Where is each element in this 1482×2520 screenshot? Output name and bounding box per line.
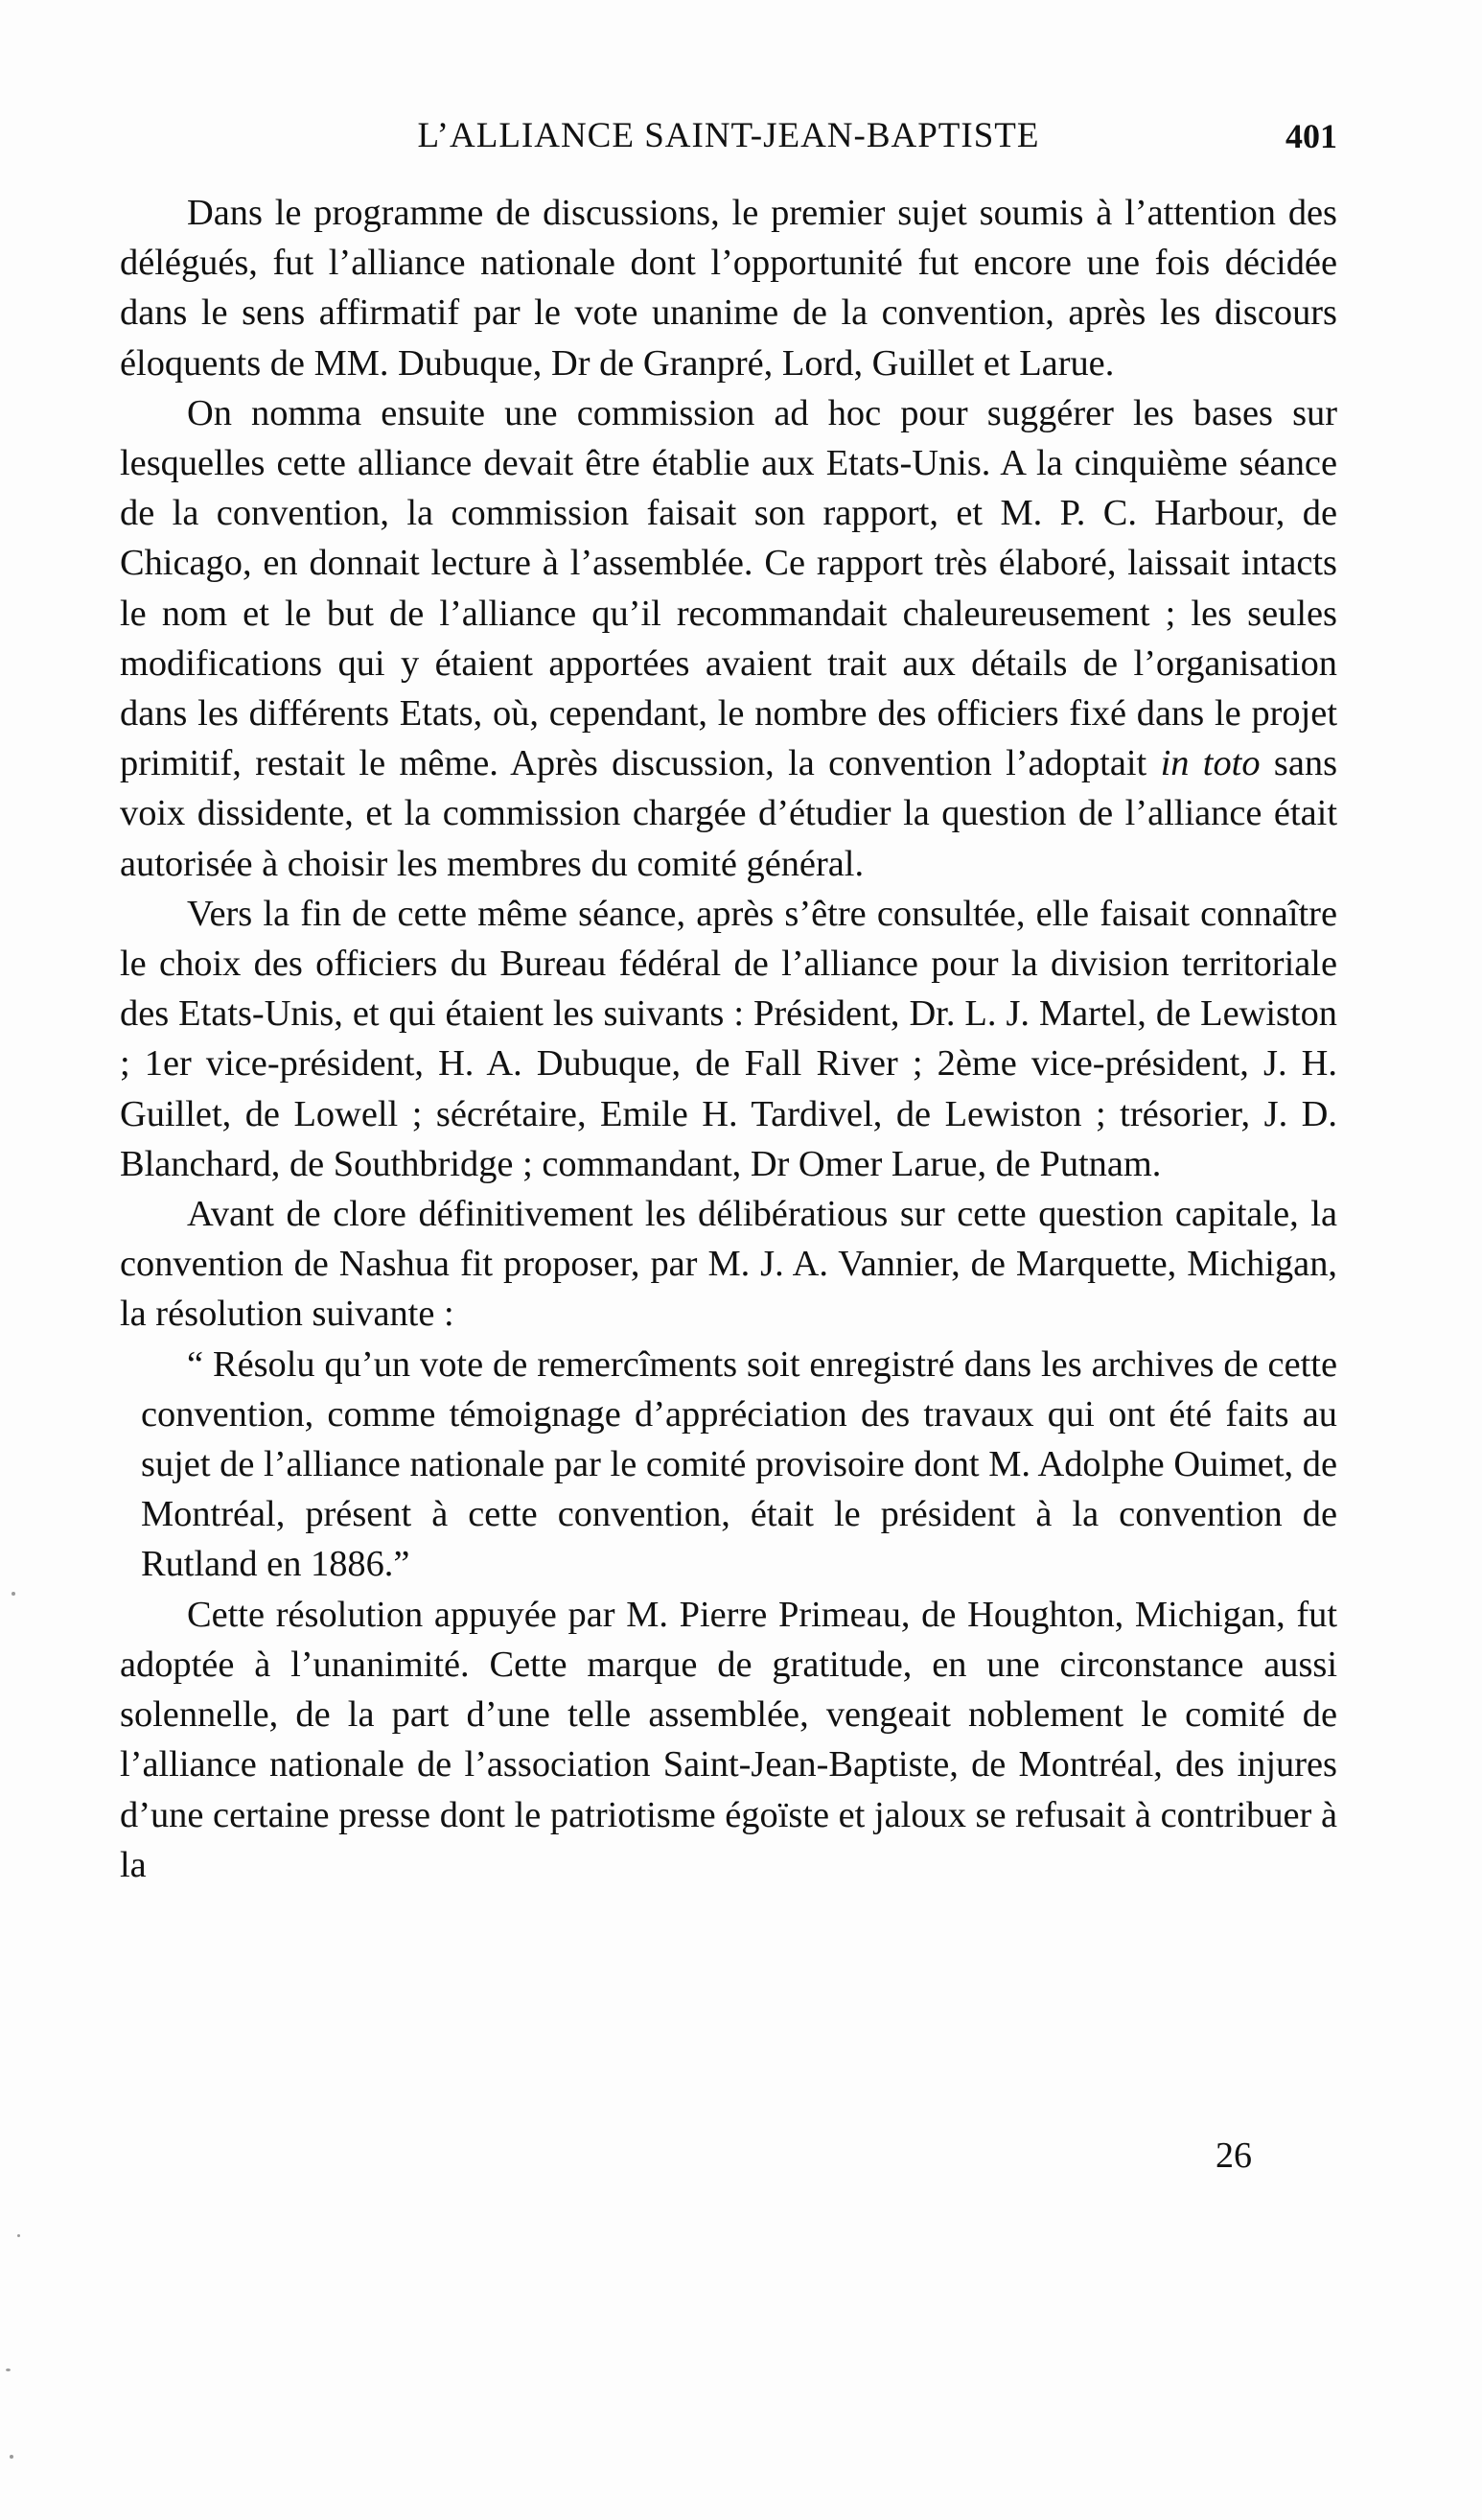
scan-speck <box>17 2234 20 2237</box>
running-title: L’ALLIANCE SAINT-JEAN-BAPTISTE <box>417 116 1040 155</box>
scan-speck <box>6 2368 11 2371</box>
paragraph: Dans le programme de discussions, le premier sujet soumis à l’attention des délégués, fut l’alliance nationale dont l’opportunité fut encore une fois décidée dans le sens affirmatif par le vote unanime de la convention, après les discours éloquents de MM. Dubuque, Dr de Granpré, Lord, Guillet et Larue. <box>120 193 1337 384</box>
scan-speck <box>10 2455 13 2459</box>
italic-phrase: in toto <box>1160 743 1261 784</box>
page-number: 401 <box>1285 117 1337 155</box>
quoted-resolution: “ Résolu qu’un vote de remercîments soit enregistré dans les archives de cette convention, comme témoignage d’appréciation des travaux qui ont été faits au sujet de l’alliance nationale par le comité provisoire dont M. Adolphe Ouimet, de Montréal, présent à cette convention, était le président à la convention de Rutland en 1886.” <box>141 1343 1337 1585</box>
paragraph: Vers la fin de cette même séance, après s’être consultée, elle faisait connaître le choix des officiers du Bureau fédéral de l’alliance pour la division territoriale des Etats-Unis, et qui étaient les suivants : Président, Dr. L. J. Martel, de Lewiston ; 1er vice-président, H. A. Dubuque, de Fall River ; 2ème vice-président, J. H. Guillet, de Lowell ; sécrétaire, Emile H. Tardivel, de Lewiston ; trésorier, J. D. Blanchard, de Southbridge ; commandant, Dr Omer Larue, de Putnam. <box>120 893 1337 1184</box>
scan-speck <box>12 1592 15 1596</box>
paragraph: On nomma ensuite une commission ad hoc pour suggérer les bases sur lesquelles cette alliance devait être établie aux Etats-Unis. A la cinquième séance de la convention, la commission faisait son rapport, et M. P. C. Harbour, de Chicago, en donnait lecture à l’assemblée. Ce rapport très élaboré, laissait intacts le nom et le but de l’alliance qu’il recommandait chaleureusement ; les seules modifications qui y étaient apportées avaient trait aux détails de l’organisation dans les différents Etats, où, cependant, le nombre des officiers fixé dans le projet primitif, restait le même. Après discussion, la convention l’adoptait in toto sans voix dissidente, et la commission chargée d’étudier la question de l’alliance était autorisée à choisir les membres du comité général. <box>120 392 1338 884</box>
signature-mark: 26 <box>1216 2135 1252 2176</box>
running-head <box>120 107 1337 165</box>
paragraph: Avant de clore définitivement les délibératious sur cette question capitale, la convention de Nashua fit proposer, par M. J. A. Vannier, de Marquette, Michigan, la résolution suivante : <box>120 1194 1337 1335</box>
paragraph: Cette résolution appuyée par M. Pierre Primeau, de Houghton, Michigan, fut adoptée à l’unanimité. Cette marque de gratitude, en une circonstance aussi solennelle, de la part d’une telle assemblée, vengeait noblement le comité de l’alliance nationale de l’association Saint-Jean-Baptiste, de Montréal, des injures d’une certaine presse dont le patriotisme égoïste et jaloux se refusait à contribuer à la <box>120 1594 1337 1885</box>
body-text <box>120 188 1337 1890</box>
